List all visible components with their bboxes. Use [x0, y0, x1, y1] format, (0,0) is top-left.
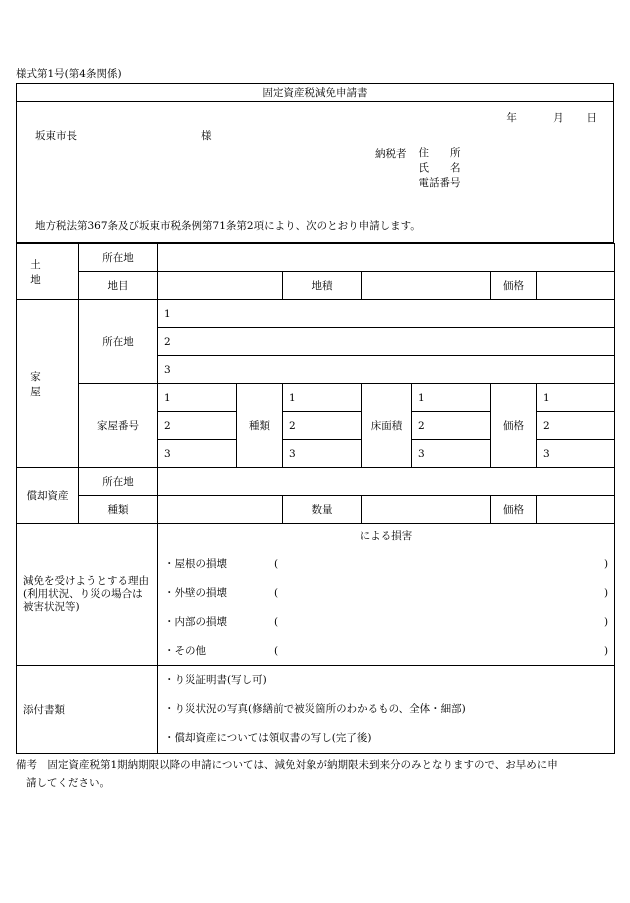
damage-close-paren: ): [603, 644, 609, 657]
land-category-field[interactable]: [158, 272, 283, 300]
request-statement: 地方税法第367条及び坂東市税条例第71条第2項により、次のとおり申請します。: [35, 220, 421, 232]
damage-row-other: [164, 636, 608, 665]
attachments-list: [158, 666, 615, 754]
house-location-line-2[interactable]: 2: [158, 328, 615, 356]
house-floor-area-field-2[interactable]: 2: [412, 412, 491, 440]
house-section-label: 家屋: [17, 300, 79, 468]
attachment-item: ・償却資産については領収書の写し(完了後): [164, 732, 372, 744]
land-price-field[interactable]: [537, 272, 615, 300]
application-table: [16, 243, 615, 754]
land-category-label: 地目: [79, 272, 158, 300]
damage-label-roof: ・屋根の損壊: [164, 558, 227, 570]
application-header: [16, 83, 614, 243]
house-floor-area-label: 床面積: [362, 384, 412, 468]
damage-label-exterior: ・外壁の損壊: [164, 587, 227, 599]
depreciable-price-label: 価格: [491, 496, 537, 524]
taxpayer-block: [375, 146, 461, 191]
land-price-label: 価格: [491, 272, 537, 300]
damage-row-roof: [164, 549, 608, 578]
house-location-label: 所在地: [79, 300, 158, 384]
house-type-field-2[interactable]: 2: [283, 412, 362, 440]
damage-close-paren: ): [603, 586, 609, 599]
land-location-field[interactable]: [158, 244, 615, 272]
attachments-label: 添付書類: [17, 666, 158, 754]
damage-open-paren: (: [274, 644, 279, 657]
house-number-field-3[interactable]: 3: [158, 440, 237, 468]
house-number-field-2[interactable]: 2: [158, 412, 237, 440]
house-floor-area-field-3[interactable]: 3: [412, 440, 491, 468]
house-price-field-1[interactable]: 1: [537, 384, 615, 412]
damage-open-paren: (: [274, 615, 279, 628]
attachment-item: ・り災証明書(写し可): [164, 674, 267, 686]
damage-close-paren: ): [603, 557, 609, 570]
remarks: [16, 756, 616, 792]
depreciable-location-label: 所在地: [79, 468, 158, 496]
reason-label-line-2: (利用状況、り災の場合は被害状況等): [23, 588, 143, 613]
date-day-label: 日: [586, 112, 597, 124]
depreciable-price-field[interactable]: [537, 496, 615, 524]
damage-label-interior: ・内部の損壊: [164, 616, 227, 628]
house-floor-area-field-1[interactable]: 1: [412, 384, 491, 412]
house-number-field-1[interactable]: 1: [158, 384, 237, 412]
form-title: 固定資産税減免申請書: [17, 84, 613, 102]
taxpayer-address-label: 住 所: [418, 147, 461, 159]
damage-open-paren: (: [274, 557, 279, 570]
taxpayer-name-label: 氏 名: [418, 162, 461, 174]
depreciable-type-label: 種類: [79, 496, 158, 524]
house-price-field-2[interactable]: 2: [537, 412, 615, 440]
damage-close-paren: ): [603, 615, 609, 628]
house-location-line-3[interactable]: 3: [158, 356, 615, 384]
house-type-field-3[interactable]: 3: [283, 440, 362, 468]
house-number-label: 家屋番号: [79, 384, 158, 468]
land-section-label: 土地: [17, 244, 79, 300]
reason-label-line-1: 減免を受けようとする理由: [23, 575, 149, 587]
depreciable-quantity-field[interactable]: [362, 496, 491, 524]
damage-title: による損害: [359, 530, 413, 542]
remarks-line-1: 備考 固定資産税第1期納期限以降の申請については、減免対象が納期限未到来分のみとなりますので、お早めに申: [16, 759, 558, 771]
reason-label: [17, 524, 158, 666]
damage-row-exterior: [164, 578, 608, 607]
house-location-line-1[interactable]: 1: [158, 300, 615, 328]
reason-field[interactable]: [158, 524, 615, 666]
honorific: 様: [201, 130, 212, 142]
depreciable-quantity-label: 数量: [283, 496, 362, 524]
damage-open-paren: (: [274, 586, 279, 599]
land-area-label: 地積: [283, 272, 362, 300]
form-code: 様式第1号(第4条関係): [16, 68, 122, 80]
addressee: 坂東市長: [35, 130, 77, 142]
damage-label-other: ・その他: [164, 645, 206, 657]
taxpayer-label: 納税者: [375, 148, 407, 160]
date-year-label: 年: [506, 112, 517, 124]
damage-row-interior: [164, 607, 608, 636]
date-month-label: 月: [553, 112, 564, 124]
depreciable-type-field[interactable]: [158, 496, 283, 524]
taxpayer-phone-label: 電話番号: [418, 177, 461, 189]
date-line: [506, 110, 597, 125]
depreciable-section-label: 償却資産: [17, 468, 79, 524]
house-type-label: 種類: [237, 384, 283, 468]
land-area-field[interactable]: [362, 272, 491, 300]
house-type-field-1[interactable]: 1: [283, 384, 362, 412]
house-price-field-3[interactable]: 3: [537, 440, 615, 468]
depreciable-location-field[interactable]: [158, 468, 615, 496]
attachment-item: ・り災状況の写真(修繕前で被災箇所のわかるもの、全体・細部): [164, 703, 466, 715]
land-location-label: 所在地: [79, 244, 158, 272]
house-price-label: 価格: [491, 384, 537, 468]
remarks-line-2: 請してください。: [26, 777, 110, 789]
